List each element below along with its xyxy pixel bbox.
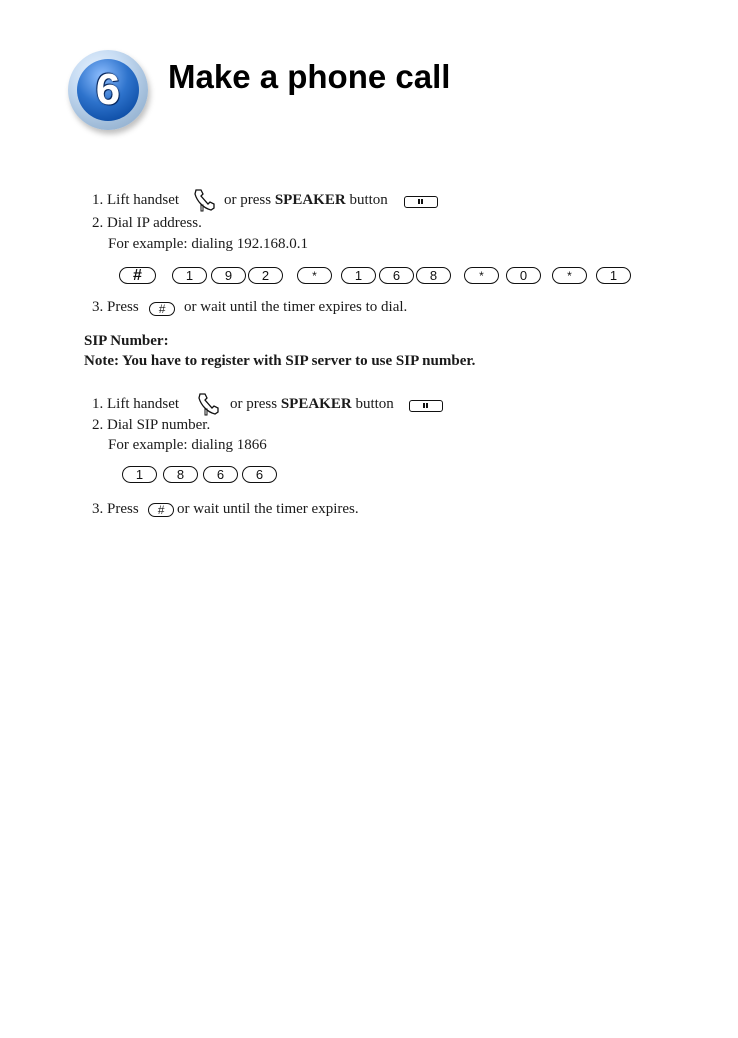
speaker-button-icon	[404, 196, 438, 208]
sip-step1-text	[230, 396, 394, 413]
key-digit: 1	[596, 267, 631, 284]
step-number-badge	[68, 50, 148, 130]
sip-example: For example: dialing 1866	[108, 437, 267, 453]
sip-step3-suffix: or wait until the timer expires.	[177, 501, 359, 517]
ip-step2: 2. Dial IP address.	[92, 215, 202, 231]
ip-step1-text	[224, 192, 388, 209]
key-star: *	[552, 267, 587, 284]
ip-example: For example: dialing 192.168.0.1	[108, 236, 308, 252]
handset-icon	[197, 392, 223, 416]
sip-step2: 2. Dial SIP number.	[92, 417, 211, 433]
key-digit: 8	[163, 466, 198, 483]
hash-key-icon: #	[148, 503, 174, 517]
key-digit: 2	[248, 267, 283, 284]
key-digit: 8	[416, 267, 451, 284]
key-digit: 9	[211, 267, 246, 284]
page-title: Make a phone call	[168, 58, 451, 95]
key-star: *	[464, 267, 499, 284]
speaker-button-icon	[409, 400, 443, 412]
sip-step1-prefix: 1. Lift handset	[92, 396, 180, 412]
sip-heading: SIP Number:	[84, 333, 169, 349]
ip-step1-suffix: button	[349, 192, 388, 208]
sip-step3-prefix: 3. Press	[92, 501, 139, 517]
ip-step1-speaker-label: SPEAKER	[274, 192, 346, 208]
key-hash: #	[119, 267, 156, 284]
key-digit: 6	[203, 466, 238, 483]
sip-step1-speaker-label: SPEAKER	[280, 396, 352, 412]
key-digit: 1	[122, 466, 157, 483]
ip-step3-prefix: 3. Press	[92, 299, 139, 315]
key-digit: 1	[341, 267, 376, 284]
sip-step1-suffix: button	[355, 396, 394, 412]
sip-step1-mid: or press	[230, 396, 278, 412]
sip-note: Note: You have to register with SIP server to use SIP number.	[84, 353, 476, 369]
step-number: 6	[77, 59, 139, 121]
ip-step3-suffix: or wait until the timer expires to dial.	[184, 299, 408, 315]
ip-step1-mid: or press	[224, 192, 272, 208]
handset-icon	[193, 188, 219, 212]
key-digit: 0	[506, 267, 541, 284]
ip-step1-prefix: 1. Lift handset	[92, 192, 180, 208]
key-digit: 6	[379, 267, 414, 284]
hash-key-icon: #	[149, 302, 175, 316]
key-digit: 1	[172, 267, 207, 284]
key-digit: 6	[242, 466, 277, 483]
key-star: *	[297, 267, 332, 284]
